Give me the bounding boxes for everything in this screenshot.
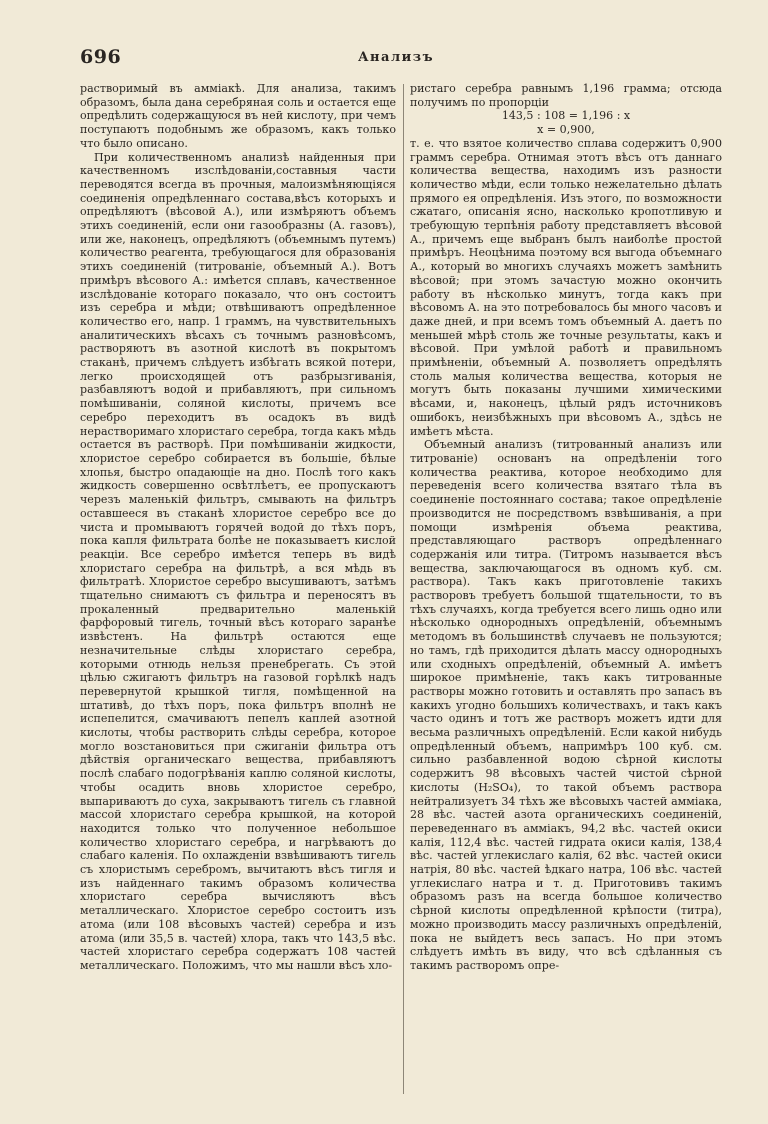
result-formula: x = 0,900, bbox=[537, 123, 595, 137]
page-header bbox=[80, 46, 712, 76]
running-title: Анализъ bbox=[357, 50, 435, 65]
right-column bbox=[410, 82, 722, 973]
column-divider bbox=[403, 84, 404, 1094]
paragraph-continuation: ристаго серебра равнымъ 1,196 грамма; отсюда получимъ по пропорціи bbox=[410, 82, 722, 109]
paragraph: т. е. что взятое количество сплава содержитъ 0,900 граммъ серебра. Отнимая этотъ вѣсъ отъ даннаго количества вещества, находимъ изъ разности количество мѣди, если только нежелательно дѣлать прямого ея опредѣленія. Изъ этого, по возможности сжатаго, описанія ясно, насколько кропотливую и требующую терпѣнія работу представляетъ вѣсовой А., причемъ еще выбранъ былъ наиболѣе простой примѣръ. Неоцѣнима поэтому вся выгода объемнаго А., который во многихъ случаяхъ можетъ замѣнить вѣсовой; при этомъ зачастую можно окончить работу въ нѣсколько минутъ, тогда какъ при вѣсовомъ А. на это потребовалось бы много часовъ и даже дней, и при всемъ томъ объемный А. даетъ по меньшей мѣрѣ столь же точные результаты, какъ и вѣсовой. При умѣлой работѣ и правильномъ примѣненіи, объемный А. позволяетъ опредѣлять столь малыя количества вещества, которыя не могутъ быть показаны лучшими химическими вѣсами, и, наконецъ, цѣлый рядъ источниковъ ошибокъ, неизбѣжныхъ при вѣсовомъ А., здѣсь не имѣетъ мѣста. bbox=[410, 136, 722, 438]
left-column bbox=[80, 82, 396, 973]
proportion-formula: 143,5 : 108 = 1,196 : x bbox=[501, 109, 631, 123]
page-number: 696 bbox=[80, 46, 122, 68]
paragraph: При количественномъ анализѣ найденныя при качественномъ изслѣдованіи,составныя части переводятся всегда въ прочныя, малоизмѣняющіяся соединенія опредѣленнаго состава,вѣсъ которыхъ и опредѣляютъ (вѣсовой А.), или измѣряютъ объемъ этихъ соединеній, если они газообразны (А. газовъ), или же, наконецъ, опредѣляютъ (объемнымъ путемъ) количество реагента, требующагося для образованія этихъ соединеній (титрованіе, объемный А.). Вотъ примѣръ вѣсового А.: имѣется сплавъ, качественное изслѣдованіе котораго показало, что онъ состоитъ изъ серебра и мѣди; отвѣшиваютъ опредѣленное количество его, напр. 1 граммъ, на чувствительныхъ аналитическихъ вѣсахъ съ точнымъ разновѣсомъ, растворяютъ въ азотной кислотѣ въ покрытомъ стаканѣ, причемъ слѣдуетъ избѣгать всякой потери, легко происходящей отъ разбрызгиванія, разбавляютъ водой и прибавляютъ, при сильномъ помѣшиваніи, соляной кислоты, причемъ все серебро переходитъ въ осадокъ въ видѣ нерастворимаго хлористаго серебра, тогда какъ мѣдь остается въ растворѣ. При помѣшиваніи жидкости, хлористое серебро собирается въ большіе, бѣлые хлопья, быстро опадающіе на дно. Послѣ того какъ жидкость совершенно освѣтлѣетъ, ее пропускаютъ черезъ маленькій фильтръ, смывають на фильтръ оставшееся въ стаканѣ хлористое серебро все до чиста и промываютъ горячей водой до тѣхъ поръ, пока капля фильтрата болѣе не показываетъ кислой реакціи. Все серебро имѣется теперь въ видѣ хлористаго серебра на фильтрѣ, а вся мѣдь въ фильтратѣ. Хлористое серебро высушиваютъ, затѣмъ тщательно снимаютъ съ фильтра и переносятъ въ прокаленный предварительно маленькій фарфоровый тигель, точный вѣсъ котораго заранѣе извѣстенъ. На фильтрѣ остаются еще незначительные слѣды хлористаго серебра, которыми отнюдь нельзя пренебрегать. Съ этой цѣлью сжигаютъ фильтръ на газовой горѣлкѣ надъ перевернутой крышкой тигля, помѣщенной на штативѣ, до тѣхъ поръ, пока фильтръ вполнѣ не испепелится, смачиваютъ пепелъ каплей азотной кислоты, чтобы растворить слѣды серебра, которое могло возстановиться при сжиганіи фильтра отъ дѣйствія органическаго вещества, прибавляютъ послѣ слабаго подогрѣванія каплю соляной кислоты, чтобы осадить вновь хлористое серебро, выпариваютъ до суха, закрываютъ тигель съ главной массой хлористаго серебра крышкой, на которой находится только что полученное небольшое количество хлористаго серебра, и нагрѣваютъ до слабаго каленія. По охлажденіи взвѣшиваютъ тигель съ хлористымъ серебромъ, вычитаютъ вѣсъ тигля и изъ найденнаго такимъ образомъ количества хлористаго серебра вычисляютъ вѣсъ металлическаго. Хлористое серебро состоитъ изъ атома (или 108 вѣсовыхъ частей) серебра и изъ атома (или 35,5 в. частей) хлора, такъ что 143,5 вѣс. частей хлористаго серебра содержатъ 108 частей металлическаго. Положимъ, что мы нашли вѣсъ хло- bbox=[80, 150, 396, 972]
paragraph: Объемный анализъ (титрованный анализъ или титрованіе) основанъ на опредѣленіи того количества реактива, которое необходимо для переведенія всего количества взятаго тѣла въ соединеніе постояннаго состава; такое опредѣленіе производится не посредствомъ взвѣшиванія, а при помощи измѣренія объема реактива, представляющаго растворъ опредѣленнаго содержанія или титра. (Титромъ называется вѣсъ вещества, заключающагося въ одномъ куб. см. раствора). Такъ какъ приготовленіе такихъ растворовъ требуетъ большой тщательности, то въ тѣхъ случаяхъ, когда требуется всего лишь одно или нѣсколько однородныхъ опредѣленій, объемнымъ методомъ въ большинствѣ случаевъ не пользуются; но тамъ, гдѣ приходится дѣлать массу однородныхъ или сходныхъ опредѣленій, объемный А. имѣетъ широкое примѣненіе, такъ какъ титрованные растворы можно готовить и оставлять про запасъ въ какихъ угодно большихъ количествахъ, и такъ какъ часто одинъ и тотъ же растворъ можетъ идти для весьма различныхъ опредѣленій. Если какой нибудь опредѣленный объемъ, напримѣръ 100 куб. см. сильно разбавленной водою сѣрной кислоты содержитъ 98 вѣсовыхъ частей чистой сѣрной кислоты (H₂SO₄), то такой объемъ раствора нейтрализуетъ 34 тѣхъ же вѣсовыхъ частей амміака, 28 вѣс. частей азота органическихъ соединеній, переведеннаго въ амміакъ, 94,2 вѣс. частей окиси калія, 112,4 вѣс. частей гидрата окиси калія, 138,4 вѣс. частей углекислаго калія, 62 вѣс. частей окиси натрія, 80 вѣс. частей ѣдкаго натра, 106 вѣс. частей углекислаго натра и т. д. Приготовивъ такимъ образомъ разъ на всегда большое количество сѣрной кислоты опредѣленной крѣпости (титра), можно производить массу различныхъ опредѣленій, пока не выйдетъ весь запасъ. Но при этомъ слѣдуетъ имѣть въ виду, что всѣ сдѣланныя съ такимъ растворомъ опре- bbox=[410, 438, 722, 972]
paragraph: растворимый въ амміакѣ. Для анализа, такимъ образомъ, была дана серебряная соль и остается еще опредѣлить содержащуюся въ ней кислоту, при чемъ поступаютъ подобнымъ же образомъ, какъ только что было описано. bbox=[80, 82, 396, 150]
